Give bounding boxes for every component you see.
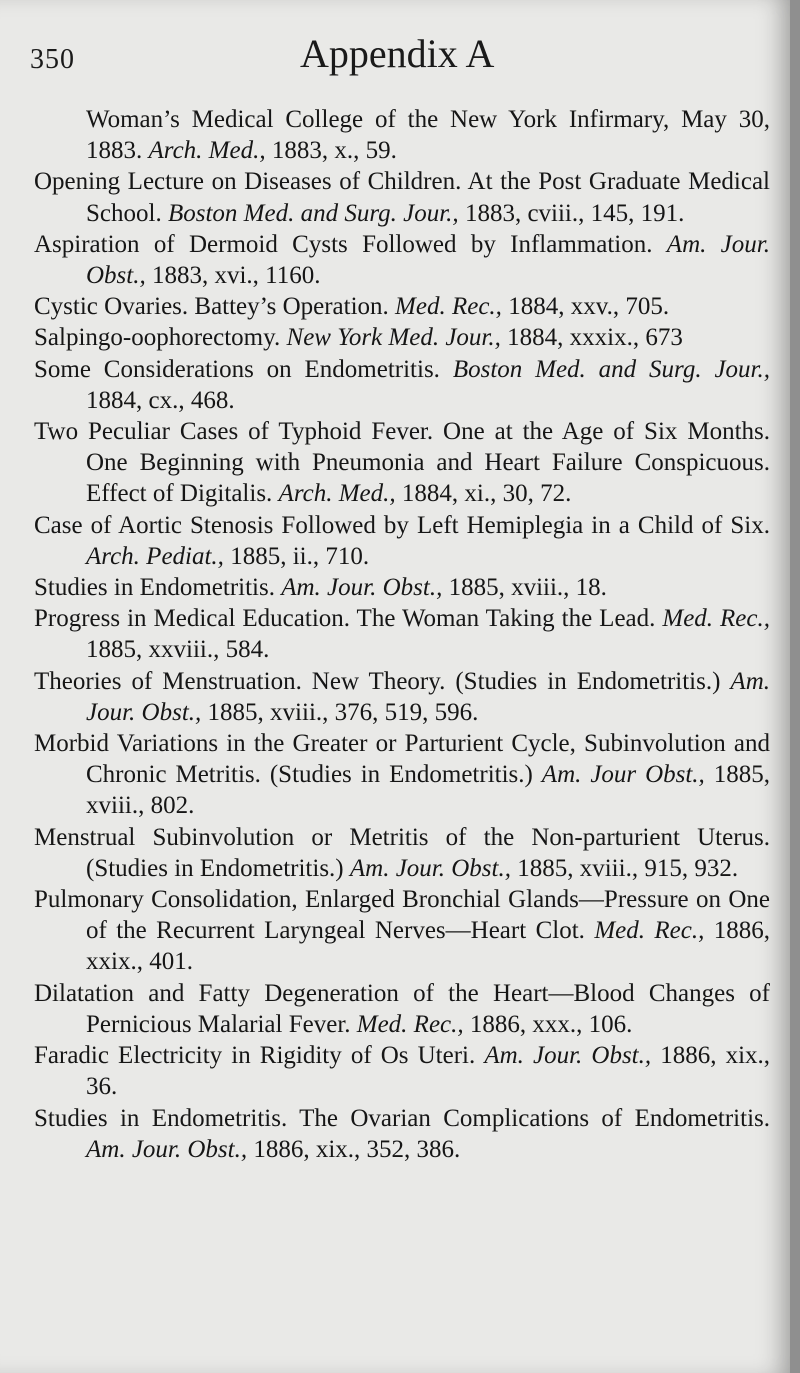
bibliography-entry [34, 322, 770, 353]
entry-title: Two Peculiar Cases of Typhoid Fever. One at the Age of Six Months. One Beginning with Pneumonia and Heart Failure Conspicuous. Effect of Digitalis. [34, 418, 770, 508]
entry-reference: 1885, xxviii., 584. [86, 636, 270, 664]
page-number: 350 [30, 44, 75, 75]
entry-title: Some Considerations on Endometritis. [34, 355, 440, 383]
running-header: Appendix A [300, 31, 495, 76]
entry-journal: Am. Jour. Obst., [349, 854, 511, 882]
bibliography-entry [34, 1103, 770, 1165]
entry-title: Faradic Electricity in Rigidity of Os Uteri. [34, 1042, 476, 1070]
entry-title: Cystic Ovaries. Battey’s Operation. [34, 293, 389, 321]
entry-journal: Med. Rec., [356, 1010, 464, 1038]
bibliography-entry [34, 822, 770, 884]
entry-reference: 1886, xxx., 106. [469, 1010, 633, 1038]
entry-title: Theories of Menstruation. New Theory. (Studies in Endometritis.) [34, 667, 721, 695]
entry-journal: Arch. Pediat., [86, 542, 224, 570]
entry-title: Case of Aortic Stenosis Followed by Left Hemiplegia in a Child of Six. [34, 511, 770, 539]
bibliography-entry [34, 603, 770, 665]
entry-reference: 1884, xxv., 705. [508, 293, 670, 321]
entry-journal: Am. Jour. Obst., [86, 1135, 248, 1163]
entry-title: Studies in Endometritis. The Ovarian Complications of Endometritis. [34, 1104, 770, 1132]
entry-reference: 1886, xix., 352, 386. [253, 1135, 461, 1163]
entry-journal: Med. Rec., [662, 605, 770, 633]
entry-journal: Am. Jour. Obst., [484, 1042, 652, 1070]
entry-title: Menstrual Subinvolution or Metritis of the Non-parturient Uterus. (Studies in Endometritis.) [34, 823, 770, 882]
entry-journal: Med. Rec., [594, 917, 705, 945]
entry-reference: 1883, x., 59. [271, 137, 397, 165]
entry-reference: 1883, xvi., 1160. [151, 262, 321, 290]
bibliography-entry [34, 166, 770, 228]
entry-title: Aspiration of Dermoid Cysts Followed by Inflammation. [34, 230, 653, 258]
entry-reference: 1885, ii., 710. [230, 542, 370, 570]
entry-journal: Boston Med. and Surg. Jour., [167, 199, 459, 227]
bibliography-entry [34, 416, 770, 510]
entry-reference: 1884, cx., 468. [86, 386, 235, 414]
entry-journal: Boston Med. and Surg. Jour., [452, 355, 770, 383]
entry-journal: Am. Jour. Obst., [86, 230, 770, 290]
entry-reference: 1885, xviii., 802. [86, 761, 771, 820]
entry-journal: New York Med. Jour., [286, 324, 501, 352]
entry-journal: Arch. Med., [148, 137, 266, 165]
entry-reference: 1883, cviii., 145, 191. [464, 199, 685, 227]
entry-reference: 1886, xxix., 401. [86, 917, 771, 976]
entry-journal: Am. Jour. Obst., [86, 667, 770, 726]
entry-reference: 1886, xix., 36. [86, 1042, 771, 1101]
bibliography-entry [34, 104, 770, 166]
entry-reference: 1885, xviii., 915, 932. [517, 854, 739, 882]
entry-journal: Am. Jour. Obst., [281, 574, 443, 602]
entry-title: Morbid Variations in the Greater or Parturient Cycle, Subinvolution and Chronic Metritis. (Studies in Endometritis.) [34, 730, 770, 789]
entry-journal: Am. Jour Obst., [541, 761, 705, 789]
bibliography-entry [34, 728, 770, 822]
entry-title: Progress in Medical Education. The Woman Taking the Lead. [34, 605, 656, 633]
bibliography-entry [34, 354, 770, 416]
entry-reference: 1884, xxxix., 673 [507, 324, 683, 352]
entry-title: Salpingo-oophorectomy. [34, 324, 281, 352]
bibliography-entry [34, 572, 770, 603]
bibliography-entry [34, 291, 770, 322]
entry-journal: Arch. Med., [278, 480, 396, 508]
entry-title: Opening Lecture on Diseases of Children. At the Post Graduate Medical School. [34, 168, 770, 227]
entry-title: Woman’s Medical College of the New York Infirmary, May 30, 1883. [86, 106, 770, 165]
entry-reference: 1885, xviii., 376, 519, 596. [207, 698, 479, 726]
bibliography-entry [34, 1040, 770, 1102]
entry-title: Studies in Endometritis. [34, 574, 275, 602]
bibliography-entry [34, 978, 770, 1040]
bibliography-entry [34, 884, 770, 978]
entry-reference: 1885, xviii., 18. [448, 574, 607, 602]
bibliography-entry [34, 510, 770, 572]
bibliography-entry [34, 229, 770, 291]
entry-title: Dilatation and Fatty Degeneration of the Heart—Blood Changes of Pernicious Malarial Fever. [34, 979, 770, 1038]
entry-reference: 1884, xi., 30, 72. [401, 480, 572, 508]
bibliography-entry [34, 666, 770, 728]
entry-title: Pulmonary Consolidation, Enlarged Bronchial Glands—Pressure on One of the Recurrent Laryngeal Nerves—Heart Clot. [34, 886, 770, 945]
bibliography-list [34, 104, 770, 1165]
entry-journal: Med. Rec., [395, 293, 502, 321]
